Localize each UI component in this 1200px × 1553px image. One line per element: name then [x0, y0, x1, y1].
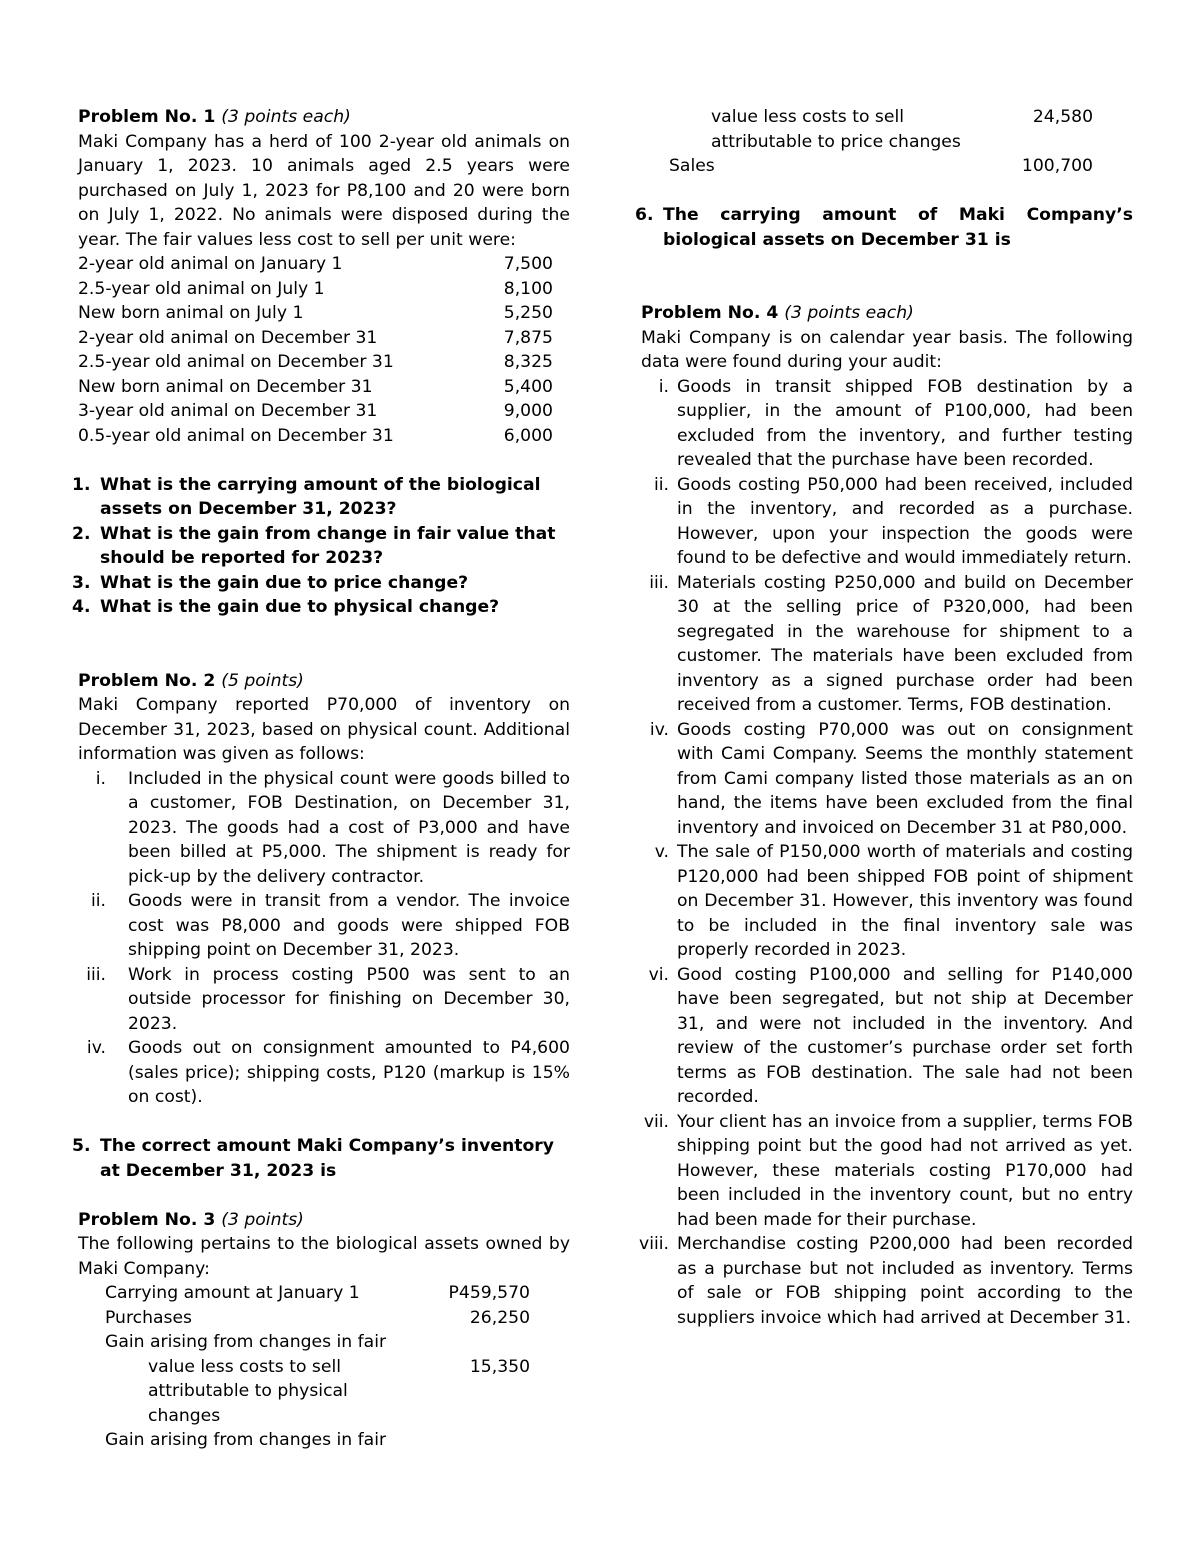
value-amount: 5,400	[503, 376, 553, 397]
question-text: The carrying amount of Maki Company’s biological assets on December 31 is	[663, 205, 1133, 250]
problem4-item	[641, 840, 1133, 963]
value-amount: 6,000	[503, 425, 553, 446]
sales-label: Sales	[669, 156, 715, 176]
question-number: 2.	[72, 523, 91, 544]
item-number: v.	[654, 842, 669, 862]
problem4-item	[641, 718, 1133, 841]
value-row	[78, 424, 553, 449]
purchases-row	[78, 1306, 570, 1331]
item-number: vii.	[643, 1111, 669, 1132]
problem2-points: (5 points)	[221, 670, 304, 691]
problem4-item	[641, 375, 1133, 473]
item-number: iv.	[86, 1038, 106, 1058]
item-text: Materials costing P250,000 and build on December 30 at the selling price of P320,000, had been segregated in the warehouse for shipment to a customer. The materials have been excluded from inventory as a signed purchase order had been received from a customer. Terms, FOB destination.	[677, 572, 1133, 715]
question-text: What is the gain from change in fair value that should be reported for 2023?	[100, 523, 556, 568]
item-number: vi.	[648, 964, 669, 985]
gain-price-value: 24,580	[1032, 107, 1093, 127]
item-text: Good costing P100,000 and selling for P140,000 have been segregated, but not ship at December 31, and were not included in the inventory. And review of the customer’s purchase order set forth terms as FOB destination. The sale had not been recorded.	[677, 964, 1133, 1107]
problem2-item	[78, 1036, 570, 1110]
problem4-points: (3 points each)	[784, 303, 914, 323]
problem3-title: Problem No. 3	[78, 1209, 216, 1230]
gain-physical-value: 15,350	[469, 1356, 530, 1377]
carrying-amount-label: Carrying amount at January 1	[105, 1283, 360, 1303]
gain-price-row	[641, 105, 1133, 130]
item-text: Your client has an invoice from a supplier, terms FOB shipping point but the good had not arrived as yet. However, these materials costing P170,000 had been included in the inventory count, but no entry had been made for their purchase.	[677, 1111, 1133, 1230]
value-label: 3-year old animal on December 31	[78, 401, 378, 421]
gain-physical-head: Gain arising from changes in fair	[105, 1332, 387, 1352]
item-text: Work in process costing P500 was sent to an outside processor for finishing on December 30, 2023.	[128, 964, 570, 1034]
problem4-item	[641, 963, 1133, 1110]
problem4-heading	[641, 301, 1133, 326]
problem4-title: Problem No. 4	[641, 303, 779, 323]
problem2-intro: Maki Company reported P70,000 of inventory on December 31, 2023, based on physical count. Additional information was given as follows:	[78, 695, 570, 764]
problem1-title: Problem No. 1	[78, 107, 216, 127]
question-number: 1.	[72, 474, 91, 495]
right-column	[635, 105, 1133, 1330]
gain-physical-row	[78, 1355, 570, 1380]
value-row	[78, 301, 553, 326]
question-text: The correct amount Maki Company’s inventory at December 31, 2023 is	[100, 1136, 554, 1181]
problem2-item	[78, 889, 570, 963]
question-4	[72, 595, 570, 620]
item-text: The sale of P150,000 worth of materials and costing P120,000 had been shipped FOB point of shipment on December 31. However, this inventory was found to be included in the final inventory sale was properly recorded in 2023.	[677, 842, 1133, 960]
problem1-intro: Maki Company has a herd of 100 2-year old animals on January 1, 2023. 10 animals aged 2.5 years were purchased on July 1, 2023 for P8,100 and 20 were born on July 1, 2022. No animals were disposed during the year. The fair values less cost to sell per unit were:	[78, 131, 570, 250]
gain-physical-line: changes	[148, 1405, 221, 1426]
item-text: Goods costing P70,000 was out on consignment with Cami Company. Seems the monthly statement from Cami company listed those materials as an on hand, the items have been excluded from the final inventory and invoiced on December 31 at P80,000.	[677, 719, 1133, 838]
item-number: i.	[95, 768, 106, 789]
problem2-title: Problem No. 2	[78, 670, 216, 691]
purchases-label: Purchases	[105, 1307, 193, 1328]
value-amount: 9,000	[503, 401, 553, 421]
question-text: What is the gain due to price change?	[100, 572, 469, 593]
value-row	[78, 252, 553, 277]
question-text: What is the gain due to physical change?	[100, 597, 500, 617]
left-column	[72, 105, 570, 1453]
problem4-item	[641, 473, 1133, 571]
item-text: Merchandise costing P200,000 had been recorded as a purchase but not included as inventory. Terms of sale or FOB shipping point according to the suppliers invoice which had arrived at December 31.	[677, 1234, 1133, 1328]
question-text: What is the carrying amount of the biological assets on December 31, 2023?	[100, 474, 541, 519]
item-text: Goods were in transit from a vendor. The invoice cost was P8,000 and goods were shipped FOB shipping point on December 31, 2023.	[128, 891, 570, 960]
question-number: 3.	[72, 572, 91, 593]
question-1	[72, 473, 570, 522]
sales-row	[641, 154, 1133, 179]
gain-physical-line: attributable to physical	[148, 1381, 348, 1401]
value-label: 0.5-year old animal on December 31	[78, 425, 394, 446]
problem4-item	[641, 1232, 1133, 1330]
item-number: ii.	[653, 474, 669, 495]
purchases-value: 26,250	[469, 1307, 530, 1328]
item-number: iii.	[86, 964, 106, 985]
value-row	[78, 399, 553, 424]
question-5	[72, 1134, 570, 1183]
value-label: 2-year old animal on January 1	[78, 254, 343, 274]
value-label: 2.5-year old animal on December 31	[78, 352, 394, 372]
value-label: New born animal on December 31	[78, 376, 373, 397]
value-amount: 7,500	[503, 254, 553, 274]
item-text: Goods in transit shipped FOB destination by a supplier, in the amount of P100,000, had been excluded from the inventory, and further testing revealed that the purchase have been recorded.	[677, 376, 1133, 470]
gain-price-line: value less costs to sell	[711, 107, 905, 127]
gain-physical-line: value less costs to sell	[148, 1356, 342, 1377]
question-2	[72, 522, 570, 571]
problem1-value-list	[78, 252, 553, 448]
problem3-intro: The following pertains to the biological assets owned by Maki Company:	[78, 1234, 570, 1279]
item-number: iii.	[649, 572, 669, 593]
problem2-item	[78, 963, 570, 1037]
value-amount: 7,875	[503, 327, 553, 348]
value-label: New born animal on July 1	[78, 303, 304, 323]
item-number: iv.	[649, 719, 669, 740]
carrying-amount-value: P459,570	[448, 1283, 530, 1303]
sales-value: 100,700	[1021, 156, 1093, 176]
value-row	[78, 326, 553, 351]
gain-price-line: attributable to price changes	[711, 131, 961, 152]
problem3-points: (3 points)	[221, 1209, 304, 1230]
problem4-item	[641, 1110, 1133, 1233]
question-3	[72, 571, 570, 596]
value-label: 2.5-year old animal on July 1	[78, 278, 325, 299]
question-number: 5.	[72, 1136, 91, 1156]
carrying-amount-row	[78, 1281, 570, 1306]
item-text: Goods out on consignment amounted to P4,600 (sales price); shipping costs, P120 (markup is 15% on cost).	[128, 1038, 570, 1107]
problem2-item	[78, 767, 570, 890]
question-6	[635, 203, 1133, 252]
item-text: Included in the physical count were goods billed to a customer, FOB Destination, on December 31, 2023. The goods had a cost of P3,000 and have been billed at P5,000. The shipment is ready for pick-up by the delivery contractor.	[128, 768, 570, 887]
value-label: 2-year old animal on December 31	[78, 327, 378, 348]
value-amount: 8,325	[503, 352, 553, 372]
problem1-points: (3 points each)	[221, 107, 351, 127]
value-row	[78, 375, 553, 400]
item-text: Goods costing P50,000 had been received, included in the inventory, and recorded as a purchase. However, upon your inspection the goods were found to be defective and would immediately return.	[677, 474, 1133, 568]
question-number: 6.	[635, 205, 654, 225]
problem4-intro: Maki Company is on calendar year basis. The following data were found during your audit:	[641, 327, 1133, 372]
question-number: 4.	[72, 597, 91, 617]
value-row	[78, 277, 553, 302]
problem4-item	[641, 571, 1133, 718]
problem2-heading	[78, 669, 570, 694]
gain-price-head: Gain arising from changes in fair	[105, 1430, 387, 1450]
value-amount: 5,250	[503, 303, 553, 323]
item-number: viii.	[639, 1234, 669, 1254]
value-amount: 8,100	[503, 278, 553, 299]
item-number: ii.	[90, 891, 106, 911]
problem3-heading	[78, 1208, 570, 1233]
value-row	[78, 350, 553, 375]
problem1-heading	[78, 105, 570, 130]
item-number: i.	[658, 376, 669, 397]
